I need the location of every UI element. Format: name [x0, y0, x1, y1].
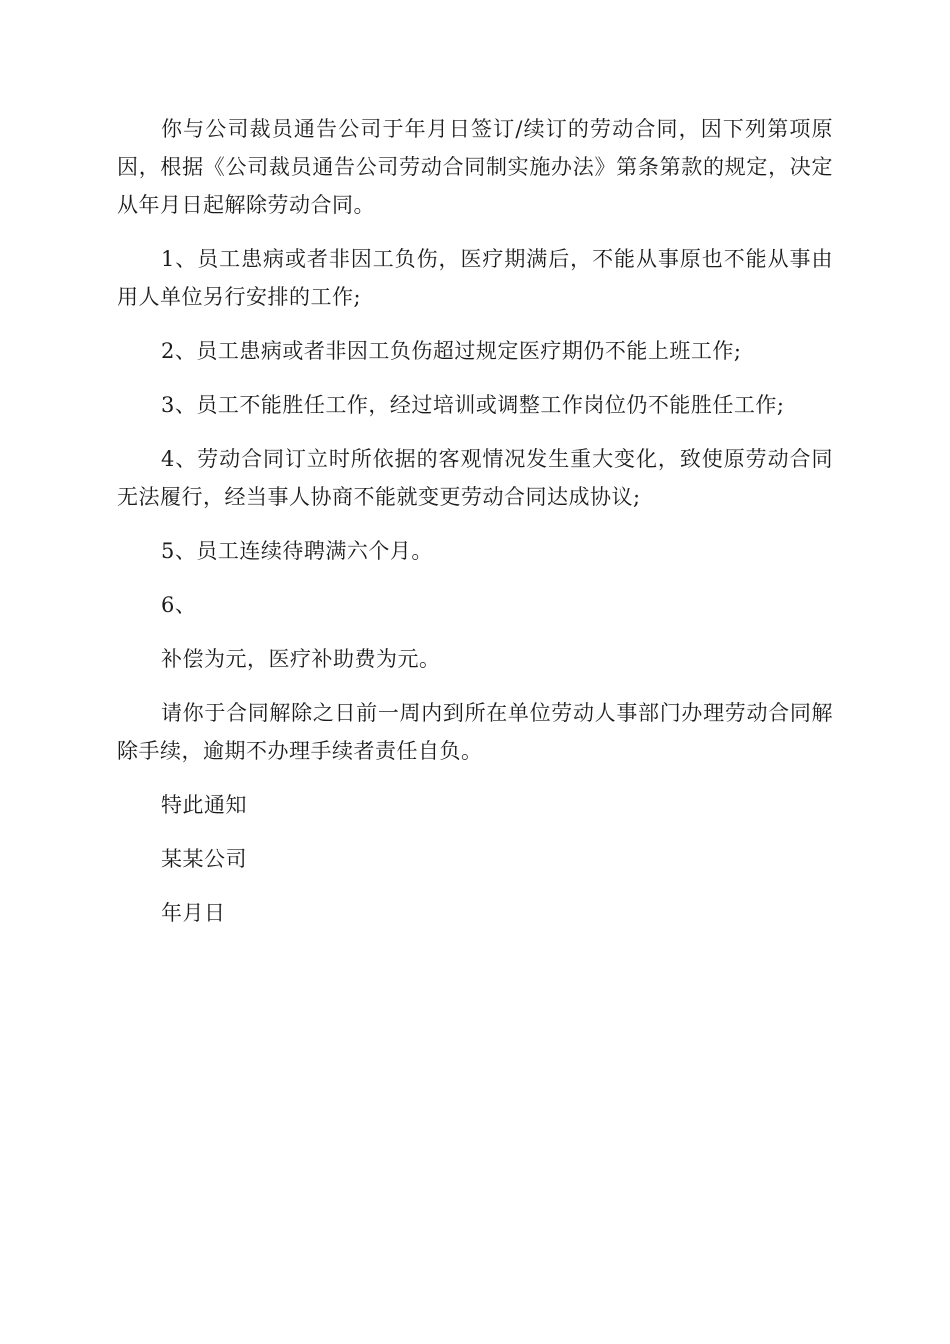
- reason-item-5: 5、员工连续待聘满六个月。: [161, 539, 433, 563]
- reason-item-2: 2、员工患病或者非因工负伤超过规定医疗期仍不能上班工作;: [161, 339, 742, 363]
- closing-notice: 特此通知: [161, 793, 247, 817]
- notice-intro-paragraph: 你与公司裁员通告公司于年月日签订/续订的劳动合同，因下列第项原因，根据《公司裁员通告公司劳动合同制实施办法》第条第款的规定，决定从年月日起解除劳动合同。: [117, 117, 833, 217]
- compensation-paragraph: 补偿为元，医疗补助费为元。: [161, 647, 441, 671]
- reason-item-3: 3、员工不能胜任工作，经过培训或调整工作岗位仍不能胜任工作;: [161, 393, 785, 417]
- company-signature: 某某公司: [161, 847, 247, 871]
- reason-item-4: 4、劳动合同订立时所依据的客观情况发生重大变化，致使原劳动合同无法履行，经当事人协商不能就变更劳动合同达成协议;: [117, 447, 833, 509]
- document-body: [117, 110, 833, 948]
- date-line: 年月日: [161, 901, 226, 925]
- reason-item-6: 6、: [161, 593, 197, 617]
- procedure-paragraph: 请你于合同解除之日前一周内到所在单位劳动人事部门办理劳动合同解除手续，逾期不办理手续者责任自负。: [117, 701, 833, 763]
- reason-item-1: 1、员工患病或者非因工负伤，医疗期满后，不能从事原也不能从事由用人单位另行安排的工作;: [117, 247, 833, 309]
